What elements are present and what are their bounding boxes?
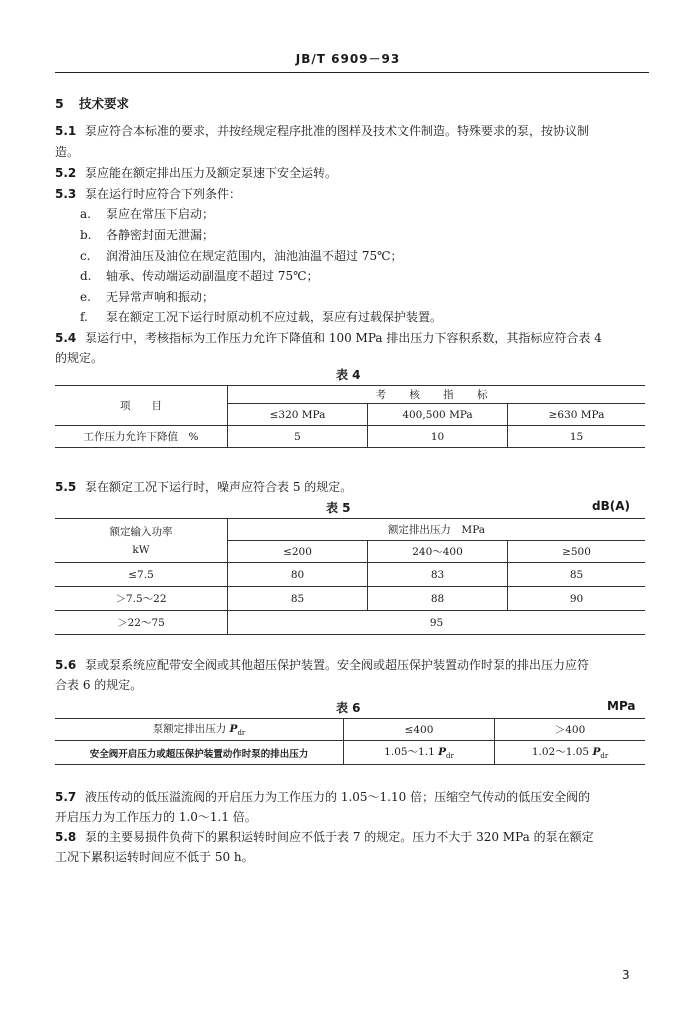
table-5-col-header: ≥500 (508, 541, 646, 563)
table-5-row-label: ＞22～75 (55, 611, 228, 635)
clause-number: 5.8 (55, 830, 77, 844)
list-marker: d. (80, 269, 92, 283)
section-number: 5 (55, 96, 64, 111)
list-text: 各静密封面无泄漏； (106, 228, 215, 242)
clause-number: 5.6 (55, 658, 77, 672)
table-4 (55, 385, 645, 448)
clause-5-6-cont: 合表 6 的规定。 (55, 678, 143, 692)
list-item-f (80, 310, 442, 325)
table-4-group-header: 考 核 指 标 (228, 386, 646, 404)
clause-text: 泵应能在额定排出压力及额定泵速下安全运转。 (85, 166, 338, 180)
table-4-row-label: 工作压力允许下降值 % (55, 426, 228, 448)
clause-number: 5.4 (55, 331, 77, 345)
list-marker: f. (80, 310, 88, 324)
pressure-symbol: P (592, 746, 601, 759)
table-cell: 90 (508, 587, 646, 611)
table-6 (55, 718, 645, 765)
pressure-subscript: dr (446, 752, 454, 761)
table-6-unit: MPa (607, 699, 636, 713)
table-cell (344, 741, 495, 765)
standard-number: JB/T 6909－93 (295, 52, 401, 66)
table-5-unit: dB(A) (592, 499, 630, 513)
pressure-subscript: dr (600, 752, 609, 761)
table-cell: ≤400 (344, 719, 495, 741)
table-cell: 85 (508, 563, 646, 587)
table-cell: 85 (228, 587, 368, 611)
table-6-row-label (55, 719, 344, 741)
table-6-row-label: 安全阀开启压力或超压保护装置动作时泵的排出压力 (55, 741, 344, 765)
clause-5-8 (55, 830, 649, 845)
clause-text: 泵运行中，考核指标为工作压力允许下降值和 100 MPa 排出压力下容积系数，其指标应符合表 4 (85, 331, 602, 345)
table-cell: 88 (368, 587, 508, 611)
clause-5-2 (55, 166, 649, 181)
list-item-d (80, 269, 319, 284)
list-item-a (80, 207, 214, 222)
table-4-col-header: ≤320 MPa (228, 404, 368, 426)
clause-5-5 (55, 480, 649, 495)
row-label-text: 泵额定排出压力 (152, 723, 227, 736)
table-5-caption: 表 5 (326, 501, 351, 515)
clause-text: 泵应符合本标准的要求，并按经规定程序批准的图样及技术文件制造。特殊要求的泵，按协议制 (85, 124, 590, 138)
clause-text: 泵的主要易损件负荷下的累积运转时间应不低于表 7 的规定。压力不大于 320 MPa 的泵在额定 (85, 830, 594, 844)
list-text: 无异常声响和振动； (106, 290, 215, 304)
table-row (55, 587, 645, 611)
clause-5-1 (55, 124, 649, 139)
table-row (55, 741, 645, 765)
table-row (55, 719, 645, 741)
table-cell (495, 741, 646, 765)
table-5-row-label: ≤7.5 (55, 563, 228, 587)
table-6-caption: 表 6 (336, 701, 361, 715)
table-5-col-header: ≤200 (228, 541, 368, 563)
list-marker: c. (80, 249, 91, 263)
clause-5-4 (55, 331, 649, 346)
clause-number: 5.2 (55, 166, 77, 180)
clause-number: 5.7 (55, 790, 77, 804)
list-item-b (80, 228, 214, 243)
clause-5-8-cont: 工况下累积运转时间应不低于 50 h。 (55, 850, 254, 864)
list-marker: e. (80, 290, 91, 304)
list-item-e (80, 290, 214, 305)
table-5-col-header: 240～400 (368, 541, 508, 563)
clause-number: 5.1 (55, 124, 77, 138)
clause-5-3 (55, 187, 649, 202)
clause-5-6 (55, 658, 649, 673)
table-cell: 83 (368, 563, 508, 587)
table-4-col-header: 400,500 MPa (368, 404, 508, 426)
list-marker: b. (80, 228, 92, 242)
section-title: 技术要求 (79, 96, 130, 111)
clause-number: 5.5 (55, 480, 77, 494)
clause-5-4-cont: 的规定。 (55, 351, 104, 365)
clause-5-1-cont: 造。 (55, 145, 80, 159)
table-cell-merged: 95 (228, 611, 646, 635)
list-marker: a. (80, 207, 91, 221)
table-row (55, 611, 645, 635)
power-header-unit: kW (132, 543, 150, 556)
clause-5-7-cont: 开启压力为工作压力的 1.0～1.1 倍。 (55, 810, 257, 824)
table-cell: 15 (508, 426, 646, 448)
cell-text: 1.02～1.05 (531, 746, 593, 759)
table-4-item-header: 项 目 (55, 386, 228, 426)
pressure-symbol: P (229, 723, 238, 736)
list-text: 润滑油压及油位在规定范围内，油池油温不超过 75℃； (106, 249, 403, 263)
power-header-label: 额定输入功率 (109, 525, 173, 538)
section-heading (55, 96, 649, 111)
page-number: 3 (622, 968, 630, 982)
list-item-c (80, 249, 403, 264)
table-4-col-header: ≥630 MPa (508, 404, 646, 426)
clause-5-7 (55, 790, 649, 805)
table-5 (55, 518, 645, 635)
table-5-group-header: 额定排出压力 MPa (228, 519, 646, 541)
table-row (55, 426, 645, 448)
header-rule (55, 72, 649, 73)
cell-text: 1.05～1.1 (384, 746, 439, 759)
table-cell: 80 (228, 563, 368, 587)
table-4-caption: 表 4 (336, 368, 361, 382)
list-text: 泵应在常压下启动； (106, 207, 215, 221)
list-text: 轴承、传动端运动副温度不超过 75℃； (106, 269, 319, 283)
pressure-subscript: dr (237, 729, 246, 738)
clause-text: 液压传动的低压溢流阀的开启压力为工作压力的 1.05～1.10 倍；压缩空气传动的低压安全阀的 (85, 790, 591, 804)
table-5-row-label: ＞7.5～22 (55, 587, 228, 611)
clause-number: 5.3 (55, 187, 77, 201)
pressure-symbol: P (438, 746, 446, 759)
table-row (55, 563, 645, 587)
clause-text: 泵在运行时应符合下列条件： (85, 187, 242, 201)
clause-text: 泵或泵系统应配带安全阀或其他超压保护装置。安全阀或超压保护装置动作时泵的排出压力应符 (85, 658, 590, 672)
table-cell: 10 (368, 426, 508, 448)
table-cell: 5 (228, 426, 368, 448)
table-5-power-header (55, 519, 228, 563)
clause-text: 泵在额定工况下运行时，噪声应符合表 5 的规定。 (85, 480, 353, 494)
table-cell: ＞400 (495, 719, 646, 741)
list-text: 泵在额定工况下运行时原动机不应过载，泵应有过载保护装置。 (106, 310, 443, 324)
